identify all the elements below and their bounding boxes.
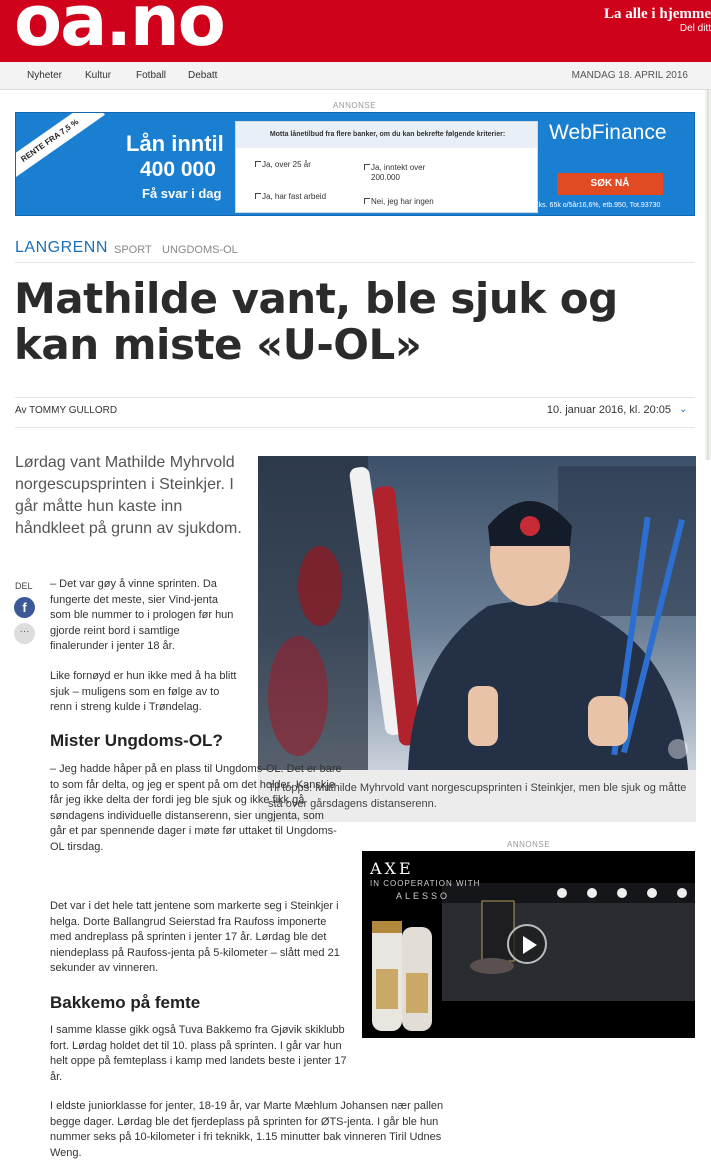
byline[interactable]: Av TOMMY GULLORD <box>15 405 118 416</box>
video-ad[interactable] <box>362 851 695 1038</box>
divider <box>15 262 695 263</box>
paragraph-4: Det var i det hele tatt jentene som markerte seg i Steinkjer i helga. Dorte Ballangrud Seierstad fra Raufoss imponerte med andreplass på sprinten i jenter 17 år. Lørdag ble det niendeplass på Raufoss-jenta på 5-kilometer – slått med 21 sekunder av vinneren. <box>50 900 340 975</box>
divider <box>15 427 695 428</box>
current-date: MANDAG 18. APRIL 2016 <box>571 70 688 81</box>
skier-photo <box>258 456 696 770</box>
main-nav <box>0 62 711 90</box>
category-tag-sport[interactable]: SPORT <box>114 244 152 256</box>
more-share-icon[interactable]: ··· <box>14 623 35 644</box>
ad-label-video: ANNONSE <box>507 840 551 849</box>
category-tag-ungdoms-ol[interactable]: UNGDOMS-OL <box>162 244 238 256</box>
ad-option-job[interactable]: Ja, har fast arbeid <box>262 192 327 201</box>
paragraph-2: Like fornøyd er hun ikke med å ha blitt sjuk – muligens som en følge av to renn i streng kulde i Trøndelag. <box>50 670 237 714</box>
subhead-bakkemo: Bakkemo på femte <box>50 993 201 1012</box>
site-logo[interactable]: oa.no <box>14 0 224 62</box>
nav-item-debatt[interactable]: Debatt <box>188 70 218 81</box>
ad-option-income[interactable]: Ja, inntekt over 200.000 <box>371 163 451 182</box>
ad-search-button[interactable]: SØK NÅ <box>557 173 663 195</box>
ad-form-header: Motta lånetilbud fra flere banker, om du kan bekrefte følgende kriterier: <box>236 122 538 148</box>
ad-loan-amount: 400 000 <box>140 158 216 181</box>
publish-date: 10. januar 2016, kl. 20:05 <box>546 404 671 416</box>
article-lead: Lørdag vant Mathilde Myhrvold norgescupsprinten i Steinkjer. I går måtte hun kaste inn håndkleet på grunn av sjukdom. <box>15 454 242 537</box>
header-slogan[interactable]: La alle i hjemme <box>603 6 711 22</box>
top-banner-ad[interactable] <box>15 112 695 216</box>
nav-item-nyheter[interactable]: Nyheter <box>27 70 63 81</box>
paragraph-6: I eldste juniorklasse for jenter, 18-19 år, var Marte Mæhlum Johansen nær pallen begge dager. Lørdag ble det fjerdeplass på sprinten for ØTS-jenta. I går ble hun nummer seks på 10-kilometer i fri teknikk, 1.15 minutter bak vinneren Tiril Udnes Weng. <box>50 1100 444 1159</box>
ad-loan-line3: Få svar i dag <box>142 186 222 201</box>
nav-item-kultur[interactable]: Kultur <box>85 70 112 81</box>
article-photo[interactable] <box>258 456 696 770</box>
ad-brand: WebFinance <box>549 121 667 144</box>
share-label: DEL <box>15 581 33 591</box>
ad-option-age[interactable]: Ja, over 25 år <box>262 160 311 169</box>
facebook-icon[interactable]: f <box>14 597 35 618</box>
ad-rate-ribbon: RENTE FRA 7,5 % <box>15 112 105 184</box>
category-main[interactable]: LANGRENN <box>15 239 108 256</box>
divider <box>15 397 695 398</box>
nav-item-fotball[interactable]: Fotball <box>136 70 167 81</box>
play-icon[interactable] <box>507 924 547 964</box>
ad-label-top: ANNONSE <box>333 101 377 110</box>
ad-option-none[interactable]: Nei, jeg har ingen <box>371 197 434 206</box>
paragraph-5: I samme klasse gikk også Tuva Bakkemo fra Gjøvik skiklubb fort. Lørdag holdet det til 10. plass på sprinten. I går var hun helt oppe på femteplass i kamp med landets beste i jenter 17 år. <box>50 1024 347 1083</box>
subhead-mister: Mister Ungdoms-OL? <box>50 731 223 750</box>
chevron-down-icon[interactable]: ⌄ <box>679 404 688 415</box>
site-header <box>0 0 711 62</box>
ad-loan-line1: Lån inntil <box>126 131 224 156</box>
ad-footnote: Eks. 65k o/5år16,6%, etb.950, Tot.93730 <box>534 202 661 209</box>
paragraph-3: – Jeg hadde håper på en plass til Ungdoms-OL. Det er bare to som får delta, og jeg er spent på om det holder. Kanskje får jeg ikke delta der fordi jeg ble sjuk og ikke fikk gå søndagens individuelle distanserenn, sier ungjenta, som går et par spennende dager i møte før uttaket til Ungdoms-OL tirsdag. <box>50 763 342 853</box>
photo-caption: Til topps: Mathilde Myhrvold vant norgescupsprinten i Steinkjer, men ble sjuk og måtte stå over gårsdagens distanserenn. <box>268 782 687 810</box>
ad-form[interactable] <box>235 121 538 213</box>
paragraph-1: – Det var gøy å vinne sprinten. Da fungerte det meste, sier Vind-jenta som ble nummer to i prologen før hun gjorde reint bord i samtlige finalerunder i jenter 18 år. <box>50 578 234 653</box>
article-headline: Mathilde vant, ble sjuk og kan miste «U-OL» <box>14 274 618 369</box>
ad-artist-text: ALESSO <box>396 891 451 901</box>
header-slogan-sub[interactable]: Del ditt <box>679 23 711 34</box>
ad-axe-logo: AXE <box>370 859 414 878</box>
ad-cooperation-text: IN COOPERATION WITH <box>370 879 481 888</box>
scroll-edge <box>705 90 711 460</box>
